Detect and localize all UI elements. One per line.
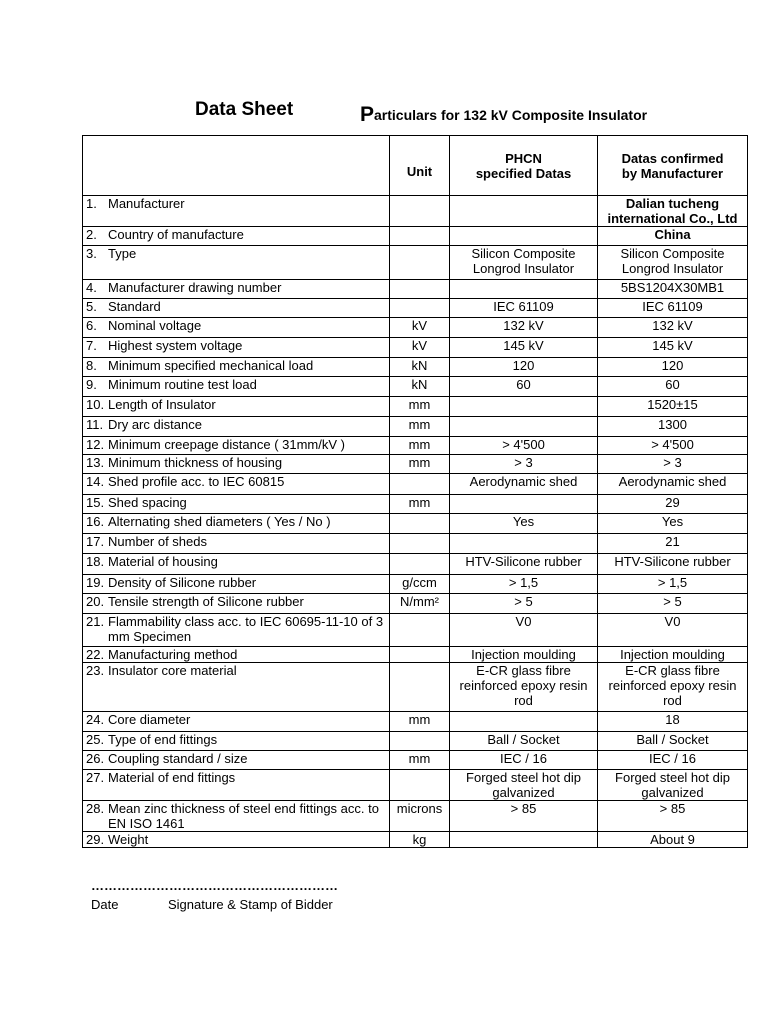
row-item-label: Alternating shed diameters ( Yes / No ) xyxy=(108,514,331,529)
row-confirmed-value: 21 xyxy=(598,534,748,554)
row-confirmed-value: > 1,5 xyxy=(598,575,748,594)
row-specified-value: V0 xyxy=(450,614,598,647)
row-unit: mm xyxy=(390,455,450,474)
row-item-cell xyxy=(83,318,390,338)
row-item-label: Length of Insulator xyxy=(108,397,216,412)
row-unit: kN xyxy=(390,358,450,377)
row-item-cell xyxy=(83,495,390,514)
row-confirmed-value: E-CR glass fibre reinforced epoxy resin rod xyxy=(598,663,748,712)
row-number: 1. xyxy=(86,196,97,211)
row-unit xyxy=(390,246,450,280)
table-row xyxy=(83,227,748,246)
row-number: 11. xyxy=(86,417,104,432)
row-confirmed-value: V0 xyxy=(598,614,748,647)
row-unit xyxy=(390,280,450,299)
row-specified-value: Forged steel hot dip galvanized xyxy=(450,770,598,801)
row-specified-value xyxy=(450,397,598,417)
row-number: 3. xyxy=(86,246,97,261)
header-conf-line1: Datas confirmed xyxy=(621,150,724,166)
row-specified-value: Injection moulding xyxy=(450,647,598,663)
row-item-label: Tensile strength of Silicone rubber xyxy=(108,594,304,609)
table-header-row xyxy=(83,136,748,196)
row-number: 18. xyxy=(86,554,105,569)
row-item-label: Manufacturer xyxy=(108,196,185,211)
row-number: 19. xyxy=(86,575,105,590)
row-item-cell xyxy=(83,338,390,358)
row-item-cell xyxy=(83,280,390,299)
row-confirmed-value: 18 xyxy=(598,712,748,732)
signature-labels xyxy=(91,897,338,912)
row-item-label: Nominal voltage xyxy=(108,318,202,333)
row-number: 15. xyxy=(86,495,105,510)
row-specified-value: > 85 xyxy=(450,801,598,832)
row-item-label: Weight xyxy=(108,832,149,847)
table-row xyxy=(83,417,748,437)
row-item-label: Highest system voltage xyxy=(108,338,243,353)
row-confirmed-value: China xyxy=(598,227,748,246)
row-confirmed-value: 1520±15 xyxy=(598,397,748,417)
row-item-label: Density of Silicone rubber xyxy=(108,575,257,590)
row-unit xyxy=(390,474,450,495)
row-confirmed-value: Forged steel hot dip galvanized xyxy=(598,770,748,801)
row-item-cell xyxy=(83,455,390,474)
row-number: 20. xyxy=(86,594,105,609)
row-item-label: Country of manufacture xyxy=(108,227,244,242)
row-item-cell xyxy=(83,832,390,848)
row-unit: N/mm² xyxy=(390,594,450,614)
row-number: 26. xyxy=(86,751,105,766)
row-specified-value xyxy=(450,280,598,299)
table-row xyxy=(83,832,748,848)
table-row xyxy=(83,455,748,474)
row-unit: mm xyxy=(390,751,450,770)
signature-dotted-line: ………………………………………………… xyxy=(91,878,338,893)
table-row xyxy=(83,732,748,751)
row-unit: mm xyxy=(390,712,450,732)
row-number: 5. xyxy=(86,299,97,314)
row-item-cell xyxy=(83,594,390,614)
row-unit xyxy=(390,770,450,801)
table-row xyxy=(83,196,748,227)
table-row xyxy=(83,377,748,397)
row-confirmed-value: IEC / 16 xyxy=(598,751,748,770)
row-unit: kg xyxy=(390,832,450,848)
row-number: 4. xyxy=(86,280,97,295)
row-item-label: Manufacturing method xyxy=(108,647,238,662)
row-specified-value: 120 xyxy=(450,358,598,377)
row-item-cell xyxy=(83,196,390,227)
row-specified-value: > 3 xyxy=(450,455,598,474)
row-confirmed-value: Silicon Composite Longrod Insulator xyxy=(598,246,748,280)
row-unit: microns xyxy=(390,801,450,832)
row-number: 16. xyxy=(86,514,105,529)
row-specified-value: 132 kV xyxy=(450,318,598,338)
row-confirmed-value: HTV-Silicone rubber xyxy=(598,554,748,575)
row-item-cell xyxy=(83,575,390,594)
row-unit xyxy=(390,514,450,534)
row-confirmed-value: Aerodynamic shed xyxy=(598,474,748,495)
row-unit: kV xyxy=(390,318,450,338)
table-row xyxy=(83,495,748,514)
row-item-cell xyxy=(83,647,390,663)
row-specified-value xyxy=(450,495,598,514)
row-item-label: Shed spacing xyxy=(108,495,187,510)
row-item-label: Coupling standard / size xyxy=(108,751,248,766)
table-row xyxy=(83,712,748,732)
row-specified-value: > 5 xyxy=(450,594,598,614)
row-specified-value: 145 kV xyxy=(450,338,598,358)
header-unit xyxy=(390,136,450,196)
row-item-label: Type of end fittings xyxy=(108,732,218,747)
table-row xyxy=(83,474,748,495)
row-item-label: Core diameter xyxy=(108,712,191,727)
row-confirmed-value: 132 kV xyxy=(598,318,748,338)
row-unit: kV xyxy=(390,338,450,358)
row-confirmed-value: Injection moulding xyxy=(598,647,748,663)
row-item-cell xyxy=(83,377,390,397)
signature-label: Signature & Stamp of Bidder xyxy=(168,897,333,912)
row-specified-value xyxy=(450,417,598,437)
table-row xyxy=(83,318,748,338)
row-unit xyxy=(390,227,450,246)
row-item-label: Standard xyxy=(108,299,161,314)
row-item-label: Minimum creepage distance ( 31mm/kV ) xyxy=(108,437,345,452)
row-item-cell xyxy=(83,770,390,801)
row-confirmed-value: 5BS1204X30MB1 xyxy=(598,280,748,299)
row-item-cell xyxy=(83,712,390,732)
row-item-cell xyxy=(83,227,390,246)
table-body xyxy=(83,196,748,848)
table-row xyxy=(83,751,748,770)
row-confirmed-value: 120 xyxy=(598,358,748,377)
header-item xyxy=(83,136,390,196)
row-item-label: Shed profile acc. to IEC 60815 xyxy=(108,474,285,489)
row-number: 28. xyxy=(86,801,105,816)
row-item-label: Number of sheds xyxy=(108,534,207,549)
header-unit-label: Unit xyxy=(406,164,433,179)
row-unit: mm xyxy=(390,397,450,417)
table-row xyxy=(83,770,748,801)
row-confirmed-value: 145 kV xyxy=(598,338,748,358)
table-row xyxy=(83,246,748,280)
row-specified-value xyxy=(450,227,598,246)
row-item-cell xyxy=(83,614,390,647)
row-specified-value: 60 xyxy=(450,377,598,397)
table-row xyxy=(83,575,748,594)
row-item-label: Type xyxy=(108,246,137,261)
signature-block xyxy=(91,880,338,912)
table-row xyxy=(83,299,748,318)
row-number: 6. xyxy=(86,318,97,333)
table-row xyxy=(83,437,748,455)
row-number: 12. xyxy=(86,437,105,452)
row-item-label: Insulator core material xyxy=(108,663,237,678)
row-number: 8. xyxy=(86,358,97,373)
row-confirmed-value: Dalian tucheng international Co., Ltd xyxy=(598,196,748,227)
table-row xyxy=(83,647,748,663)
row-confirmed-value: 1300 xyxy=(598,417,748,437)
row-item-cell xyxy=(83,534,390,554)
row-unit xyxy=(390,614,450,647)
row-confirmed-value: > 85 xyxy=(598,801,748,832)
row-item-label: Minimum thickness of housing xyxy=(108,455,283,470)
row-specified-value xyxy=(450,196,598,227)
table-row xyxy=(83,534,748,554)
table-row xyxy=(83,280,748,299)
row-specified-value: > 1,5 xyxy=(450,575,598,594)
table-row xyxy=(83,514,748,534)
data-sheet-table xyxy=(82,135,748,848)
row-number: 13. xyxy=(86,455,105,470)
row-item-cell xyxy=(83,732,390,751)
row-specified-value: Aerodynamic shed xyxy=(450,474,598,495)
row-unit xyxy=(390,663,450,712)
row-specified-value xyxy=(450,712,598,732)
row-item-cell xyxy=(83,246,390,280)
row-item-label: Mean zinc thickness of steel end fittings acc. to EN ISO 1461 xyxy=(108,801,379,831)
row-specified-value: Silicon Composite Longrod Insulator xyxy=(450,246,598,280)
row-number: 9. xyxy=(86,377,97,392)
row-item-cell xyxy=(83,299,390,318)
row-specified-value: HTV-Silicone rubber xyxy=(450,554,598,575)
row-item-cell xyxy=(83,437,390,455)
table-row xyxy=(83,338,748,358)
row-item-label: Material of housing xyxy=(108,554,218,569)
row-confirmed-value: > 5 xyxy=(598,594,748,614)
header-confirmed xyxy=(598,136,748,196)
table-row xyxy=(83,801,748,832)
row-item-cell xyxy=(83,474,390,495)
row-specified-value xyxy=(450,832,598,848)
row-number: 10. xyxy=(86,397,105,412)
page-subtitle xyxy=(360,102,647,126)
row-number: 23. xyxy=(86,663,105,678)
row-item-cell xyxy=(83,417,390,437)
row-item-cell xyxy=(83,554,390,575)
row-number: 7. xyxy=(86,338,97,353)
table-row xyxy=(83,358,748,377)
header-spec-line1: PHCN xyxy=(505,150,542,166)
row-number: 24. xyxy=(86,712,105,727)
row-item-label: Flammability class acc. to IEC 60695-11-10 of 3 mm Specimen xyxy=(108,614,384,644)
row-unit: kN xyxy=(390,377,450,397)
table-row xyxy=(83,554,748,575)
table-row xyxy=(83,594,748,614)
row-specified-value: E-CR glass fibre reinforced epoxy resin rod xyxy=(450,663,598,712)
table-row xyxy=(83,663,748,712)
row-number: 14. xyxy=(86,474,105,489)
row-number: 27. xyxy=(86,770,105,785)
row-item-cell xyxy=(83,358,390,377)
page-title: Data Sheet xyxy=(195,99,294,120)
row-specified-value: IEC 61109 xyxy=(450,299,598,318)
row-confirmed-value: Ball / Socket xyxy=(598,732,748,751)
row-item-label: Minimum specified mechanical load xyxy=(108,358,314,373)
row-number: 22. xyxy=(86,647,105,662)
row-confirmed-value: > 4'500 xyxy=(598,437,748,455)
row-unit xyxy=(390,196,450,227)
row-confirmed-value: > 3 xyxy=(598,455,748,474)
header-conf-line2: by Manufacturer xyxy=(621,165,724,181)
row-item-label: Material of end fittings xyxy=(108,770,236,785)
row-specified-value: IEC / 16 xyxy=(450,751,598,770)
row-specified-value xyxy=(450,534,598,554)
row-unit: mm xyxy=(390,495,450,514)
row-confirmed-value: About 9 xyxy=(598,832,748,848)
row-item-label: Minimum routine test load xyxy=(108,377,257,392)
subtitle-initial: P xyxy=(360,103,375,126)
row-item-cell xyxy=(83,801,390,832)
row-item-cell xyxy=(83,663,390,712)
subtitle-text: articulars for 132 kV Composite Insulator xyxy=(374,107,648,123)
row-unit: mm xyxy=(390,417,450,437)
row-specified-value: > 4'500 xyxy=(450,437,598,455)
row-item-label: Dry arc distance xyxy=(108,417,202,432)
row-item-cell xyxy=(83,751,390,770)
header-spec xyxy=(450,136,598,196)
table-row xyxy=(83,614,748,647)
row-number: 21. xyxy=(86,614,105,629)
row-number: 29. xyxy=(86,832,105,847)
date-label: Date xyxy=(91,897,119,912)
row-specified-value: Ball / Socket xyxy=(450,732,598,751)
row-item-label: Manufacturer drawing number xyxy=(108,280,282,295)
row-unit xyxy=(390,732,450,751)
header-spec-line2: specified Datas xyxy=(475,165,572,181)
row-number: 2. xyxy=(86,227,97,242)
row-unit: mm xyxy=(390,437,450,455)
row-confirmed-value: 29 xyxy=(598,495,748,514)
row-number: 25. xyxy=(86,732,105,747)
row-unit xyxy=(390,534,450,554)
table-row xyxy=(83,397,748,417)
row-specified-value: Yes xyxy=(450,514,598,534)
row-unit xyxy=(390,554,450,575)
row-unit: g/ccm xyxy=(390,575,450,594)
row-confirmed-value: IEC 61109 xyxy=(598,299,748,318)
row-unit xyxy=(390,647,450,663)
row-item-cell xyxy=(83,397,390,417)
row-confirmed-value: 60 xyxy=(598,377,748,397)
title-row xyxy=(195,99,715,125)
row-confirmed-value: Yes xyxy=(598,514,748,534)
row-unit xyxy=(390,299,450,318)
row-number: 17. xyxy=(86,534,105,549)
row-item-cell xyxy=(83,514,390,534)
